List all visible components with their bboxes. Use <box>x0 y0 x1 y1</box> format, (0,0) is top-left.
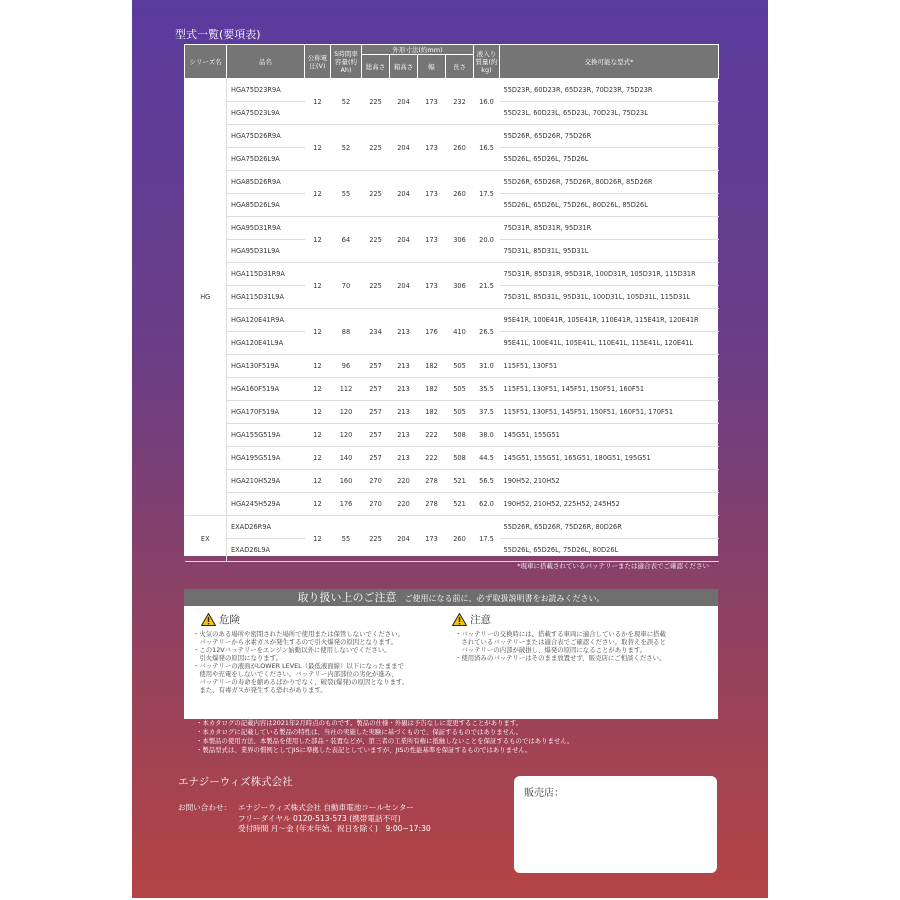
header-total-height: 総高さ <box>362 55 390 79</box>
capacity-cell: 176 <box>331 493 362 516</box>
box-height-cell: 204 <box>390 171 418 217</box>
model-cell: HGA115D31L9A <box>227 286 305 309</box>
length-cell: 306 <box>446 263 474 309</box>
compatible-models-cell: 55D23R, 60D23R, 65D23R, 70D23R, 75D23R <box>500 79 719 102</box>
length-cell: 521 <box>446 493 474 516</box>
total-height-cell: 257 <box>362 355 390 378</box>
series-cell: EX <box>185 516 227 562</box>
table-row <box>185 171 719 194</box>
voltage-cell: 12 <box>305 516 331 562</box>
compatible-models-cell: 115F51, 130F51, 145F51, 150F51, 160F51 <box>500 378 719 401</box>
compatible-models-cell: 55D26L, 65D26L, 75D26L <box>500 148 719 171</box>
capacity-cell: 70 <box>331 263 362 309</box>
spec-table <box>184 44 719 562</box>
caution-subtitle: ご使用になる前に、必ず取扱説明書をお読みください。 <box>404 594 605 603</box>
compatible-models-cell: 115F51, 130F51 <box>500 355 719 378</box>
width-cell: 173 <box>418 516 446 562</box>
total-height-cell: 270 <box>362 470 390 493</box>
header-series: シリーズ名 <box>185 45 227 79</box>
model-cell: HGA75D26L9A <box>227 148 305 171</box>
contact-line: 受付時間 月～金 (年末年始、祝日を除く) 9:00~17:30 <box>238 824 431 833</box>
danger-warning-icon <box>201 613 216 626</box>
voltage-cell: 12 <box>305 355 331 378</box>
weight-cell: 21.5 <box>474 263 500 309</box>
model-cell: HGA130F519A <box>227 355 305 378</box>
compatible-models-cell: 190H52, 210H52 <box>500 470 719 493</box>
caution-title: 取り扱い上のご注意 <box>297 591 397 604</box>
contact-line: エナジーウィズ株式会社 自動車電池コールセンター <box>238 803 415 812</box>
voltage-cell: 12 <box>305 470 331 493</box>
weight-cell: 16.5 <box>474 125 500 171</box>
width-cell: 182 <box>418 378 446 401</box>
disclaimer-item: ・本カタログに記載している製品の特性は、当社の実施した実験に基づくもので、保証するものではありません。 <box>196 728 523 736</box>
box-height-cell: 213 <box>390 447 418 470</box>
compatible-models-cell: 55D26L, 65D26L, 75D26L, 80D26L <box>500 539 719 562</box>
model-cell: HGA195G519A <box>227 447 305 470</box>
capacity-cell: 160 <box>331 470 362 493</box>
danger-title: 危険 <box>219 613 240 626</box>
length-cell: 260 <box>446 125 474 171</box>
width-cell: 173 <box>418 171 446 217</box>
total-height-cell: 225 <box>362 79 390 125</box>
weight-cell: 38.0 <box>474 424 500 447</box>
catalog-page <box>132 0 768 898</box>
danger-item: ・この12Vバッテリーをエンジン始動以外に使用しないでください。 引火爆発の原因になります。 <box>193 646 391 662</box>
voltage-cell: 12 <box>305 309 331 355</box>
model-cell: HGA120E41R9A <box>227 309 305 332</box>
voltage-cell: 12 <box>305 424 331 447</box>
voltage-cell: 12 <box>305 263 331 309</box>
box-height-cell: 213 <box>390 309 418 355</box>
table-row <box>185 493 719 516</box>
voltage-cell: 12 <box>305 378 331 401</box>
length-cell: 306 <box>446 217 474 263</box>
length-cell: 508 <box>446 447 474 470</box>
disclaimer-item: ・製品型式は、業界の慣例としてJISに準拠した表記としていますが、JISの性能基準を保証するものではありません。 <box>196 746 532 754</box>
table-row <box>185 309 719 332</box>
compatible-models-cell: 55D23L, 60D23L, 65D23L, 70D23L, 75D23L <box>500 102 719 125</box>
total-height-cell: 257 <box>362 378 390 401</box>
model-cell: HGA75D26R9A <box>227 125 305 148</box>
model-cell: HGA75D23R9A <box>227 79 305 102</box>
weight-cell: 37.5 <box>474 401 500 424</box>
length-cell: 410 <box>446 309 474 355</box>
capacity-cell: 52 <box>331 125 362 171</box>
total-height-cell: 234 <box>362 309 390 355</box>
box-height-cell: 213 <box>390 378 418 401</box>
model-cell: HGA155G519A <box>227 424 305 447</box>
spec-table-body <box>185 79 719 562</box>
header-length: 長さ <box>446 55 474 79</box>
length-cell: 260 <box>446 516 474 562</box>
model-cell: HGA95D31L9A <box>227 240 305 263</box>
warning-title: 注意 <box>470 613 491 626</box>
length-cell: 505 <box>446 355 474 378</box>
capacity-cell: 88 <box>331 309 362 355</box>
compatible-models-cell: 95E41R, 100E41R, 105E41R, 110E41R, 115E41R, 120E41R <box>500 309 719 332</box>
total-height-cell: 257 <box>362 401 390 424</box>
compatible-models-cell: 145G51, 155G51, 165G51, 180G51, 195G51 <box>500 447 719 470</box>
box-height-cell: 204 <box>390 217 418 263</box>
weight-cell: 20.0 <box>474 217 500 263</box>
width-cell: 182 <box>418 355 446 378</box>
warning-list <box>452 630 666 662</box>
compatible-models-cell: 55D26L, 65D26L, 75D26L, 80D26L, 85D26L <box>500 194 719 217</box>
width-cell: 173 <box>418 263 446 309</box>
box-height-cell: 204 <box>390 79 418 125</box>
voltage-cell: 12 <box>305 493 331 516</box>
voltage-cell: 12 <box>305 447 331 470</box>
table-row <box>185 447 719 470</box>
compatibility-note: *現車に搭載されているバッテリーまたは適合表でご確認ください <box>517 562 709 570</box>
model-cell: HGA85D26R9A <box>227 171 305 194</box>
compatible-models-cell: 95E41L, 100E41L, 105E41L, 110E41L, 115E41L, 120E41L <box>500 332 719 355</box>
length-cell: 232 <box>446 79 474 125</box>
compatible-models-cell: 55D26R, 65D26R, 75D26R, 80D26R, 85D26R <box>500 171 719 194</box>
weight-cell: 44.5 <box>474 447 500 470</box>
width-cell: 278 <box>418 470 446 493</box>
compatible-models-cell: 75D31R, 85D31R, 95D31R <box>500 217 719 240</box>
width-cell: 173 <box>418 125 446 171</box>
total-height-cell: 225 <box>362 516 390 562</box>
voltage-cell: 12 <box>305 401 331 424</box>
spec-table-title: 型式一覧(要項表) <box>175 28 261 41</box>
model-cell: HGA170F519A <box>227 401 305 424</box>
compatible-models-cell: 75D31L, 85D31L, 95D31L, 100D31L, 105D31L, 115D31L <box>500 286 719 309</box>
disclaimer-list <box>193 719 573 755</box>
company-name: エナジーウィズ株式会社 <box>178 776 293 788</box>
box-height-cell: 213 <box>390 424 418 447</box>
header-voltage: 公称電圧(V) <box>305 45 331 79</box>
compatible-models-cell: 145G51, 155G51 <box>500 424 719 447</box>
total-height-cell: 257 <box>362 424 390 447</box>
model-cell: HGA75D23L9A <box>227 102 305 125</box>
weight-cell: 31.0 <box>474 355 500 378</box>
length-cell: 505 <box>446 378 474 401</box>
contact-lines <box>235 803 431 835</box>
capacity-cell: 96 <box>331 355 362 378</box>
weight-cell: 62.0 <box>474 493 500 516</box>
table-row <box>185 401 719 424</box>
weight-cell: 35.5 <box>474 378 500 401</box>
model-cell: EXAD26L9A <box>227 539 305 562</box>
danger-item: ・火気のある場所や密閉された場所で使用または保管しないでください。 バッテリーから水素ガスが発生するので引火爆発の原因となります。 <box>193 630 404 646</box>
width-cell: 222 <box>418 424 446 447</box>
width-cell: 278 <box>418 493 446 516</box>
capacity-cell: 52 <box>331 79 362 125</box>
box-height-cell: 204 <box>390 125 418 171</box>
warning-item: ・バッテリーの交換時には、搭載する車両に適合しているかを現車に搭載 されているバッテリーまたは適合表でご確認ください。取替えを誤ると バッテリーの内部が破損し、爆発の原因になることがあります。 <box>455 630 666 654</box>
header-box-height: 箱高さ <box>390 55 418 79</box>
contact-info <box>178 803 431 835</box>
model-cell: HGA120E41L9A <box>227 332 305 355</box>
caution-header <box>184 589 718 606</box>
voltage-cell: 12 <box>305 217 331 263</box>
length-cell: 508 <box>446 424 474 447</box>
box-height-cell: 204 <box>390 263 418 309</box>
table-row <box>185 378 719 401</box>
capacity-cell: 120 <box>331 424 362 447</box>
header-compatible: 交換可能な型式* <box>500 45 719 79</box>
table-row <box>185 516 719 539</box>
weight-cell: 56.5 <box>474 470 500 493</box>
model-cell: HGA160F519A <box>227 378 305 401</box>
model-cell: HGA85D26L9A <box>227 194 305 217</box>
weight-cell: 16.0 <box>474 79 500 125</box>
capacity-cell: 55 <box>331 516 362 562</box>
capacity-cell: 140 <box>331 447 362 470</box>
model-cell: HGA115D31R9A <box>227 263 305 286</box>
compatible-models-cell: 55D26R, 65D26R, 75D26R, 80D26R <box>500 516 719 539</box>
table-row <box>185 424 719 447</box>
total-height-cell: 225 <box>362 217 390 263</box>
table-row <box>185 355 719 378</box>
dealer-label: 販売店： <box>524 788 564 799</box>
voltage-cell: 12 <box>305 125 331 171</box>
capacity-cell: 120 <box>331 401 362 424</box>
total-height-cell: 270 <box>362 493 390 516</box>
compatible-models-cell: 115F51, 130F51, 145F51, 150F51, 160F51, 170F51 <box>500 401 719 424</box>
model-cell: HGA245H529A <box>227 493 305 516</box>
caution-panel <box>184 589 718 719</box>
warning-section <box>452 613 666 662</box>
header-width: 幅 <box>418 55 446 79</box>
width-cell: 182 <box>418 401 446 424</box>
danger-list <box>190 630 408 694</box>
width-cell: 176 <box>418 309 446 355</box>
table-row <box>185 79 719 102</box>
series-cell: HG <box>185 79 227 516</box>
table-row <box>185 470 719 493</box>
header-weight: 液入り質量(約kg) <box>474 45 500 79</box>
box-height-cell: 220 <box>390 470 418 493</box>
capacity-cell: 112 <box>331 378 362 401</box>
danger-section <box>190 613 408 694</box>
capacity-cell: 55 <box>331 171 362 217</box>
box-height-cell: 213 <box>390 355 418 378</box>
caution-warning-icon <box>452 613 467 626</box>
header-capacity: 5時間率容量(約Ah) <box>331 45 362 79</box>
total-height-cell: 225 <box>362 125 390 171</box>
total-height-cell: 257 <box>362 447 390 470</box>
model-cell: HGA210H529A <box>227 470 305 493</box>
box-height-cell: 213 <box>390 401 418 424</box>
weight-cell: 26.5 <box>474 309 500 355</box>
danger-item: ・バッテリーの液面がLOWER LEVEL（最低液面線）以下になったままで 使用や充電をしないでください。バッテリー内部部位の劣化が進み、 バッテリーの寿命を縮めるばかりでなく、破裂(爆発)の原因となります。 また、有毒ガスが発生する恐れがあります。 <box>193 662 409 694</box>
total-height-cell: 225 <box>362 263 390 309</box>
dealer-box <box>514 776 717 873</box>
table-row <box>185 263 719 286</box>
width-cell: 222 <box>418 447 446 470</box>
table-row <box>185 217 719 240</box>
compatible-models-cell: 75D31L, 85D31L, 95D31L <box>500 240 719 263</box>
voltage-cell: 12 <box>305 171 331 217</box>
length-cell: 505 <box>446 401 474 424</box>
voltage-cell: 12 <box>305 79 331 125</box>
table-row <box>185 125 719 148</box>
header-model: 品名 <box>227 45 305 79</box>
capacity-cell: 64 <box>331 217 362 263</box>
weight-cell: 17.5 <box>474 516 500 562</box>
contact-label: お問い合わせ： <box>178 803 232 812</box>
disclaimer-item: ・本カタログの記載内容は2021年2月時点のものです。製品の仕様・外観は予告なしに変更することがあります。 <box>196 719 523 727</box>
disclaimer-item: ・本製品の使用方法、本製品を使用した部品・装置などが、第三者の工業所有権に抵触しないことを保証するものではありません。 <box>196 737 574 745</box>
total-height-cell: 225 <box>362 171 390 217</box>
compatible-models-cell: 55D26R, 65D26R, 75D26R <box>500 125 719 148</box>
width-cell: 173 <box>418 217 446 263</box>
compatible-models-cell: 75D31R, 85D31R, 95D31R, 100D31R, 105D31R, 115D31R <box>500 263 719 286</box>
compatible-models-cell: 190H52, 210H52, 225H52, 245H52 <box>500 493 719 516</box>
width-cell: 173 <box>418 79 446 125</box>
length-cell: 260 <box>446 171 474 217</box>
weight-cell: 17.5 <box>474 171 500 217</box>
contact-line: フリーダイヤル 0120-513-573 (携帯電話不可) <box>238 813 401 823</box>
model-cell: EXAD26R9A <box>227 516 305 539</box>
spec-table-card <box>184 44 718 556</box>
model-cell: HGA95D31R9A <box>227 217 305 240</box>
box-height-cell: 220 <box>390 493 418 516</box>
box-height-cell: 204 <box>390 516 418 562</box>
header-dimensions: 外形寸法(約mm) <box>362 45 474 55</box>
warning-item: ・使用済みのバッテリーはそのまま放置せず、販売店にご相談ください。 <box>455 654 666 662</box>
length-cell: 521 <box>446 470 474 493</box>
